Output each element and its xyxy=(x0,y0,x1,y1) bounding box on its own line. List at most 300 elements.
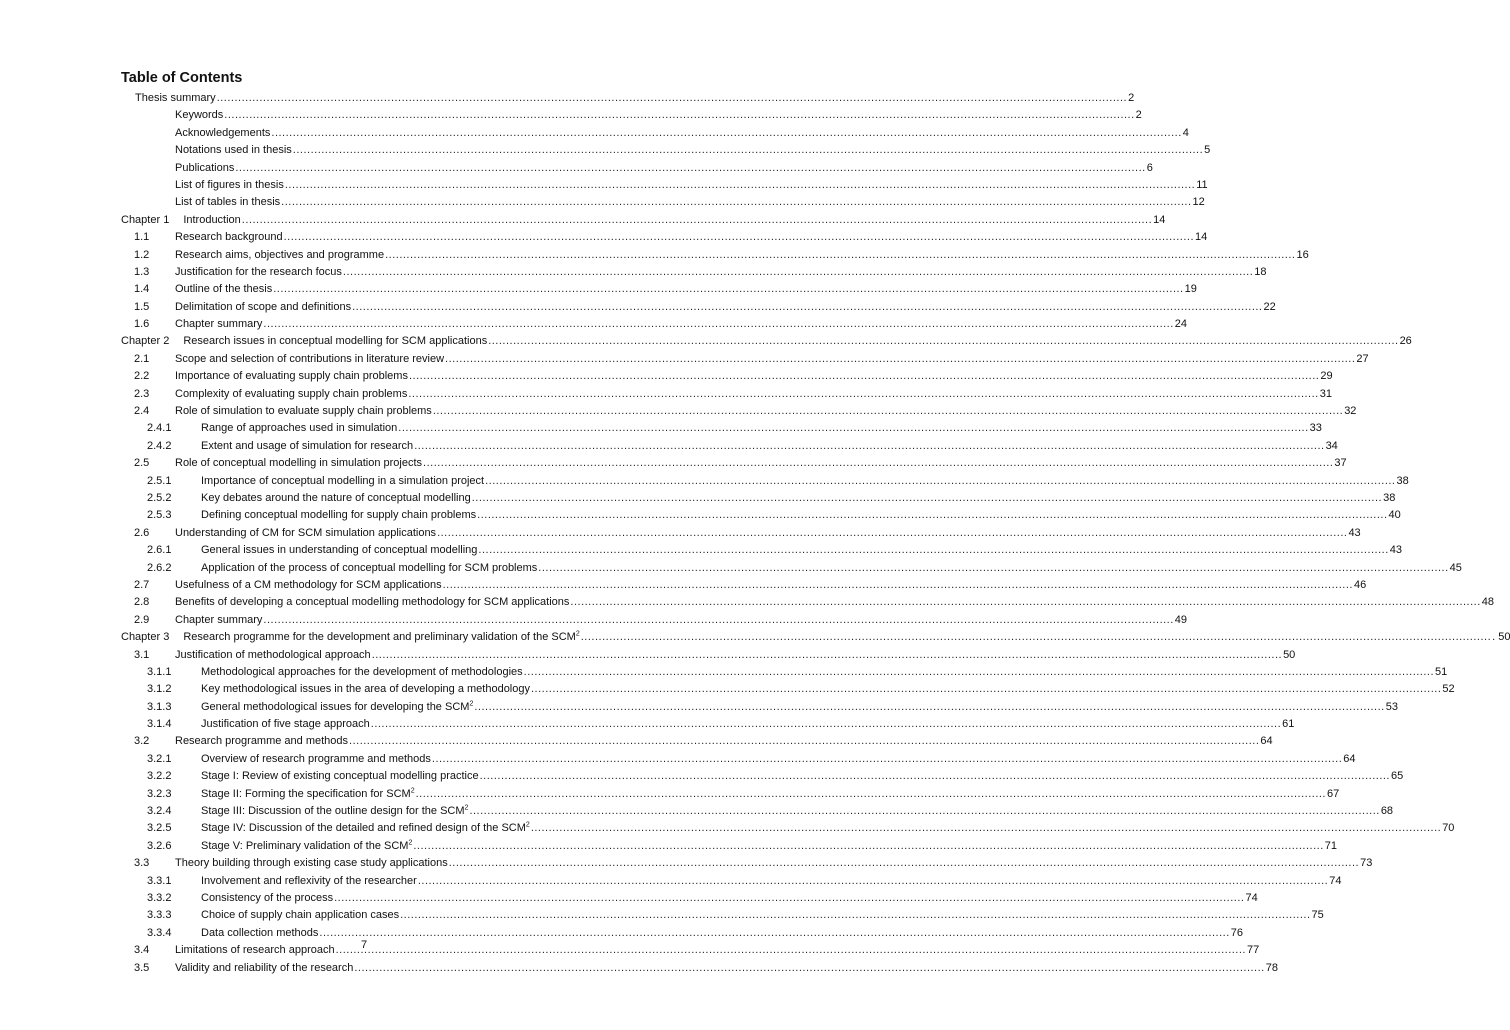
toc-entry-page: 43 xyxy=(1389,544,1403,557)
toc-entry-title xyxy=(201,768,479,785)
toc-entry[interactable] xyxy=(121,681,1455,698)
toc-entry-page: 73 xyxy=(1360,857,1373,870)
toc-entry[interactable] xyxy=(121,264,1267,281)
toc-entry-page: 43 xyxy=(1348,526,1361,539)
toc-entry-title xyxy=(201,786,415,803)
dot-leader xyxy=(352,299,1262,316)
toc-entry-title-text: Justification of methodological approach xyxy=(175,648,371,661)
toc-entry-title-text: Data collection methods xyxy=(201,926,319,939)
toc-entry[interactable] xyxy=(121,855,1373,872)
dot-leader xyxy=(273,281,1183,298)
toc-entry-title-text: Importance of evaluating supply chain problems xyxy=(175,370,408,383)
toc-entry[interactable] xyxy=(121,403,1357,420)
toc-entry-title-text: Justification of five stage approach xyxy=(201,718,370,731)
toc-entry[interactable] xyxy=(121,960,1278,977)
toc-entry-page: 34 xyxy=(1325,439,1338,452)
toc-entry-number: 2.5.3 xyxy=(147,509,172,522)
dot-leader xyxy=(408,386,1318,403)
toc-entry-title xyxy=(175,960,353,977)
toc-entry-title xyxy=(175,733,348,750)
toc-entry-page: 24 xyxy=(1174,318,1188,331)
toc-entry-page: 49 xyxy=(1174,613,1188,626)
toc-entry-title xyxy=(201,438,413,455)
dot-leader xyxy=(416,786,1326,803)
toc-entry[interactable] xyxy=(121,820,1455,837)
toc-entry-page: . 50 xyxy=(1492,631,1510,644)
toc-entry-title-text: Delimitation of scope and definitions xyxy=(175,300,352,313)
toc-entry[interactable] xyxy=(121,107,1142,124)
toc-entry-page: 53 xyxy=(1385,700,1398,713)
toc-entry-title xyxy=(201,490,471,507)
toc-entry[interactable] xyxy=(121,838,1337,855)
toc-entry-title-text: Defining conceptual modelling for supply chain problems xyxy=(201,509,477,522)
toc-entry-title xyxy=(175,403,432,420)
toc-entry-title xyxy=(201,699,473,716)
dot-leader xyxy=(349,733,1259,750)
toc-entry-number: 3.2.1 xyxy=(147,752,172,765)
toc-entry-number: 2.3 xyxy=(134,387,150,400)
toc-entry-title-text: Justification for the research focus xyxy=(175,265,342,278)
toc-entry[interactable] xyxy=(121,299,1276,316)
toc-entry-number: 3.3.4 xyxy=(147,926,172,939)
dot-leader xyxy=(398,420,1308,437)
toc-entry-title-text: Involvement and reflexivity of the researcher xyxy=(201,874,417,887)
dot-leader xyxy=(224,107,1134,124)
toc-entry-page: 51 xyxy=(1435,665,1448,678)
toc-entry-title-text: Research background xyxy=(175,231,283,244)
toc-entry-title xyxy=(135,90,216,107)
toc-entry-title-text: Keywords xyxy=(175,109,224,122)
toc-entry-number: 3.5 xyxy=(134,961,150,974)
toc-entry-page: 14 xyxy=(1153,213,1166,226)
toc-entry-page: 22 xyxy=(1263,300,1276,313)
dot-leader xyxy=(524,664,1434,681)
toc-entry[interactable] xyxy=(121,803,1394,820)
toc-entry-number: 2.4.1 xyxy=(147,422,172,435)
toc-entry-title-text: Research issues in conceptual modelling for SCM applications xyxy=(183,335,488,348)
toc-entry-page: 11 xyxy=(1196,178,1208,191)
dot-leader xyxy=(432,751,1342,768)
toc-entry-number: 3.1.1 xyxy=(147,665,172,678)
toc-entry-page: 6 xyxy=(1146,161,1153,174)
toc-entry-title xyxy=(175,612,262,629)
toc-entry-title xyxy=(183,333,487,350)
toc-entry[interactable] xyxy=(121,890,1258,907)
toc-entry-title-text: Key methodological issues in the area of developing a methodology xyxy=(201,683,530,696)
toc-entry-title-text: Chapter summary xyxy=(175,318,263,331)
toc-entry-title-text: Usefulness of a CM methodology for SCM applications xyxy=(175,578,442,591)
toc-entry-title-text: Role of conceptual modelling in simulation projects xyxy=(175,457,423,470)
dot-leader xyxy=(242,212,1152,229)
toc-entry-page: 71 xyxy=(1324,839,1337,852)
toc-entry-page: 61 xyxy=(1282,718,1295,731)
toc-entry-superscript: 2 xyxy=(525,821,530,829)
dot-leader xyxy=(293,142,1203,159)
toc-entry-title xyxy=(201,681,530,698)
toc-entry-title xyxy=(175,160,234,177)
toc-entry-number: 3.3.2 xyxy=(147,891,172,904)
toc-entry-title xyxy=(201,473,484,490)
toc-entry-page: 14 xyxy=(1195,231,1208,244)
toc-entry-page: 74 xyxy=(1329,874,1342,887)
toc-entry-title xyxy=(201,873,417,890)
toc-entry-page: 45 xyxy=(1449,561,1462,574)
dot-leader xyxy=(263,316,1173,333)
toc-entry-title xyxy=(201,751,431,768)
toc-entry[interactable] xyxy=(121,542,1403,559)
toc-entry[interactable] xyxy=(121,177,1208,194)
toc-entry[interactable] xyxy=(121,386,1332,403)
toc-entry-number: 3.2 xyxy=(134,735,150,748)
toc-entry-page: 67 xyxy=(1326,787,1340,800)
toc-entry[interactable] xyxy=(121,247,1309,264)
toc-entry-number: 2.5 xyxy=(134,457,150,470)
toc-entry-title-text: Theory building through existing case study applications xyxy=(175,857,448,870)
toc-entry-page: 40 xyxy=(1388,509,1401,522)
toc-entry-title xyxy=(201,542,477,559)
toc-entry[interactable] xyxy=(121,490,1396,507)
toc-entry-number: 1.1 xyxy=(134,231,150,244)
toc-entry[interactable] xyxy=(121,577,1367,594)
toc-entry-page: 31 xyxy=(1319,387,1332,400)
toc-entry[interactable] xyxy=(121,664,1448,681)
toc-entry-page: 12 xyxy=(1192,196,1205,209)
toc-entry-number: 1.4 xyxy=(134,283,150,296)
toc-entry-title-text: Extent and usage of simulation for research xyxy=(201,439,414,452)
toc-entry-page: 19 xyxy=(1184,283,1197,296)
toc-entry-page: 64 xyxy=(1343,752,1356,765)
toc-entry-title-text: Stage IV: Discussion of the detailed and refined design of the SCM xyxy=(201,822,526,835)
dot-leader xyxy=(477,507,1387,524)
dot-leader xyxy=(538,560,1448,577)
toc-entry-title-text: Stage III: Discussion of the outline design for the SCM xyxy=(201,805,465,818)
toc-entry-number: 2.6.1 xyxy=(147,544,172,557)
toc-entry[interactable] xyxy=(121,525,1361,542)
toc-entry-title xyxy=(201,560,537,577)
toc-entry-number: 2.4 xyxy=(134,405,150,418)
toc-entry-title xyxy=(201,838,412,855)
dot-leader xyxy=(581,629,1491,646)
toc-entry-page: 32 xyxy=(1344,405,1357,418)
toc-entry-page: 65 xyxy=(1390,770,1404,783)
toc-entry-page: 26 xyxy=(1399,335,1412,348)
toc-entry-number: 1.2 xyxy=(134,248,150,261)
toc-entry-title-text: Publications xyxy=(175,161,235,174)
dot-leader xyxy=(531,681,1441,698)
toc-entry[interactable] xyxy=(121,420,1322,437)
toc-entry-page: 50 xyxy=(1283,648,1296,661)
toc-entry-page: 38 xyxy=(1383,491,1396,504)
dot-leader xyxy=(443,577,1353,594)
toc-entry-title-text: List of tables in thesis xyxy=(175,196,281,209)
toc-entry-number: 3.2.2 xyxy=(147,770,172,783)
toc-entry-title xyxy=(175,647,371,664)
toc-entry-title xyxy=(175,386,407,403)
dot-leader xyxy=(480,768,1390,785)
toc-entry-page: 76 xyxy=(1230,926,1244,939)
toc-entry-number: 3.4 xyxy=(134,944,150,957)
page-number: 7 xyxy=(360,939,368,951)
toc-entry-number: 1.3 xyxy=(134,265,150,278)
toc-entry-page: 70 xyxy=(1442,822,1455,835)
toc-entry-number: 2.2 xyxy=(134,370,150,383)
toc-entry-number: 2.9 xyxy=(134,613,150,626)
toc-entry-title-text: Importance of conceptual modelling in a simulation project xyxy=(201,474,485,487)
toc-entry-superscript: 2 xyxy=(410,786,415,794)
toc-entry-superscript: 2 xyxy=(464,804,469,812)
toc-entry[interactable] xyxy=(121,907,1324,924)
toc-entry-page: 18 xyxy=(1254,265,1267,278)
dot-leader xyxy=(334,890,1244,907)
toc-entry[interactable] xyxy=(121,368,1333,385)
toc-entry-number: Chapter 3 xyxy=(121,631,170,644)
toc-entry-superscript: 2 xyxy=(575,630,580,638)
toc-entry[interactable] xyxy=(121,438,1338,455)
dot-leader xyxy=(478,542,1388,559)
toc-entry-number: 3.2.4 xyxy=(147,805,172,818)
toc-entry[interactable] xyxy=(121,229,1208,246)
toc-entry-title-text: Benefits of developing a conceptual modelling methodology for SCM applications xyxy=(175,596,570,609)
toc-entry-title-text: Research programme and methods xyxy=(175,735,349,748)
toc-entry[interactable] xyxy=(121,594,1495,611)
dot-leader xyxy=(263,612,1173,629)
toc-entry-title xyxy=(201,907,399,924)
toc-entry-title-text: Research aims, objectives and programme xyxy=(175,248,385,261)
dot-leader xyxy=(570,594,1480,611)
toc-entry-title-text: Stage I: Review of existing conceptual modelling practice xyxy=(201,770,479,783)
dot-leader xyxy=(413,838,1323,855)
toc-entry-number: 2.5.1 xyxy=(147,474,172,487)
toc-entry[interactable] xyxy=(121,473,1409,490)
toc-entry-title xyxy=(175,177,284,194)
dot-leader xyxy=(285,177,1195,194)
toc-entry-title-text: General methodological issues for developing the SCM xyxy=(201,700,470,713)
toc-entry-title-text: Stage V: Preliminary validation of the SCM xyxy=(201,839,409,852)
dot-leader xyxy=(449,855,1359,872)
toc-entry-number: 3.1.2 xyxy=(147,683,172,696)
toc-entry-page: 16 xyxy=(1296,248,1309,261)
toc-entry-title-text: General issues in understanding of conceptual modelling xyxy=(201,544,478,557)
toc-entry-title-text: Chapter summary xyxy=(175,613,263,626)
toc-entry-page: 27 xyxy=(1356,352,1369,365)
toc-entry-page: 75 xyxy=(1311,909,1324,922)
toc-entry-page: 5 xyxy=(1204,144,1211,157)
page-title: Table of Contents xyxy=(121,70,243,86)
toc-entry[interactable] xyxy=(121,786,1340,803)
toc-entry[interactable] xyxy=(121,455,1347,472)
dot-leader xyxy=(385,247,1295,264)
toc-entry-title-text: Thesis summary xyxy=(135,92,216,104)
dot-leader xyxy=(472,490,1382,507)
toc-entry-superscript: 2 xyxy=(408,839,413,847)
toc-entry-title xyxy=(201,820,530,837)
toc-entry[interactable] xyxy=(121,560,1462,577)
toc-entry-page: 4 xyxy=(1182,126,1189,139)
toc-entry-title xyxy=(175,247,384,264)
toc-entry-title xyxy=(175,125,270,142)
toc-entry[interactable] xyxy=(121,90,1135,107)
toc-entry[interactable] xyxy=(121,194,1205,211)
toc-entry-title-text: Consistency of the process xyxy=(201,891,334,904)
toc-entry[interactable] xyxy=(121,160,1153,177)
toc-entry-title xyxy=(201,716,370,733)
toc-entry-title xyxy=(175,577,442,594)
toc-entry-title-text: Stage II: Forming the specification for SCM xyxy=(201,787,411,800)
toc-entry-title xyxy=(201,664,523,681)
toc-entry-title xyxy=(201,803,468,820)
toc-entry-page: 33 xyxy=(1309,422,1322,435)
toc-entry-title xyxy=(175,594,569,611)
dot-leader xyxy=(488,333,1398,350)
toc-entry-title xyxy=(175,264,342,281)
dot-leader xyxy=(284,229,1194,246)
toc-entry[interactable] xyxy=(121,768,1404,785)
dot-leader xyxy=(485,473,1395,490)
toc-entry-title-text: Role of simulation to evaluate supply chain problems xyxy=(175,405,432,418)
toc-entry-page: 2 xyxy=(1128,92,1135,104)
toc-entry[interactable] xyxy=(121,716,1295,733)
dot-leader xyxy=(469,803,1379,820)
toc-entry-number: 3.3.1 xyxy=(147,874,172,887)
toc-entry-title xyxy=(175,855,448,872)
toc-entry-number: 3.3 xyxy=(134,857,150,870)
toc-entry[interactable] xyxy=(121,629,1510,646)
toc-entry-title-text: Understanding of CM for SCM simulation applications xyxy=(175,526,437,539)
toc-entry-title xyxy=(175,351,444,368)
toc-entry[interactable] xyxy=(121,125,1189,142)
toc-entry-number: Chapter 2 xyxy=(121,335,170,348)
toc-entry[interactable] xyxy=(121,699,1398,716)
toc-entry-title-text: Scope and selection of contributions in literature review xyxy=(175,352,445,365)
toc-entry[interactable] xyxy=(121,281,1197,298)
toc-entry-title xyxy=(175,107,223,124)
toc-entry-title-text: Introduction xyxy=(183,213,241,226)
toc-entry[interactable] xyxy=(121,647,1296,664)
dot-leader xyxy=(409,368,1319,385)
toc-entry-page: 52 xyxy=(1442,683,1455,696)
toc-entry-title xyxy=(175,455,422,472)
toc-entry-title xyxy=(175,525,436,542)
toc-entry-number: 3.2.6 xyxy=(147,839,172,852)
toc-entry-title-text: Acknowledgements xyxy=(175,126,271,139)
toc-entry-page: 48 xyxy=(1481,596,1495,609)
toc-entry-title xyxy=(183,629,579,646)
toc-entry-page: 2 xyxy=(1135,109,1142,122)
toc-entry[interactable] xyxy=(121,507,1401,524)
dot-leader xyxy=(400,907,1310,924)
toc-entry-number: 3.1.3 xyxy=(147,700,172,713)
toc-entry[interactable] xyxy=(121,142,1211,159)
toc-entry-title-text: Limitations of research approach xyxy=(175,944,335,957)
dot-leader xyxy=(343,264,1253,281)
toc-entry-title xyxy=(175,194,280,211)
dot-leader xyxy=(531,820,1441,837)
toc-entry[interactable] xyxy=(121,333,1412,350)
toc-entry-number: 2.6.2 xyxy=(147,561,172,574)
toc-entry-number: 2.7 xyxy=(134,578,150,591)
toc-entry-superscript: 2 xyxy=(469,700,474,708)
toc-entry-number: 2.6 xyxy=(134,526,150,539)
dot-leader xyxy=(445,351,1355,368)
dot-leader xyxy=(354,960,1264,977)
toc-entry-page: 37 xyxy=(1334,457,1347,470)
toc-entry-title-text: Key debates around the nature of conceptual modelling xyxy=(201,491,471,504)
dot-leader xyxy=(414,438,1324,455)
toc-entry-title-text: Overview of research programme and methods xyxy=(201,752,431,765)
table-of-contents xyxy=(121,90,1510,977)
dot-leader xyxy=(271,125,1181,142)
dot-leader xyxy=(217,90,1127,107)
dot-leader xyxy=(372,647,1282,664)
toc-entry-title-text: Complexity of evaluating supply chain problems xyxy=(175,387,408,400)
toc-entry[interactable] xyxy=(121,351,1369,368)
toc-entry-number: 3.1.4 xyxy=(147,718,172,731)
toc-entry-title-text: Application of the process of conceptual modelling for SCM problems xyxy=(201,561,538,574)
toc-entry-number: 3.2.5 xyxy=(147,822,172,835)
toc-entry-title xyxy=(183,212,240,229)
toc-entry[interactable] xyxy=(121,212,1166,229)
dot-leader xyxy=(371,716,1281,733)
toc-entry-title xyxy=(201,507,476,524)
toc-entry-number: 2.1 xyxy=(134,352,150,365)
toc-entry-number: 3.3.3 xyxy=(147,909,172,922)
dot-leader xyxy=(474,699,1384,716)
toc-entry-title xyxy=(175,299,351,316)
toc-entry-number: 3.1 xyxy=(134,648,150,661)
toc-entry-title-text: Choice of supply chain application cases xyxy=(201,909,400,922)
toc-entry-title-text: Methodological approaches for the development of methodologies xyxy=(201,665,523,678)
toc-entry-number: 1.5 xyxy=(134,300,150,313)
toc-entry-title-text: Notations used in thesis xyxy=(175,144,292,157)
toc-entry[interactable] xyxy=(121,733,1273,750)
toc-entry-title-text: Outline of the thesis xyxy=(175,283,273,296)
dot-leader xyxy=(235,160,1145,177)
toc-entry-title xyxy=(175,281,272,298)
toc-entry-page: 46 xyxy=(1353,578,1367,591)
toc-entry-title xyxy=(175,229,283,246)
dot-leader xyxy=(281,194,1191,211)
toc-entry-page: 78 xyxy=(1265,961,1278,974)
dot-leader xyxy=(437,525,1347,542)
toc-entry[interactable] xyxy=(121,751,1356,768)
dot-leader xyxy=(433,403,1343,420)
toc-entry-page: 68 xyxy=(1380,805,1394,818)
toc-entry-page: 74 xyxy=(1245,891,1258,904)
toc-entry-title-text: List of figures in thesis xyxy=(175,178,284,191)
toc-entry[interactable] xyxy=(121,873,1342,890)
toc-entry[interactable] xyxy=(121,316,1188,333)
toc-entry-title xyxy=(175,368,408,385)
toc-entry-title xyxy=(201,890,333,907)
toc-entry[interactable] xyxy=(121,612,1188,629)
dot-leader xyxy=(423,455,1333,472)
toc-entry-number: 2.5.2 xyxy=(147,491,172,504)
toc-entry-title-text: Research programme for the development and preliminary validation of the SCM xyxy=(183,631,576,644)
toc-entry-number: 3.2.3 xyxy=(147,787,172,800)
toc-entry-title-text: Range of approaches used in simulation xyxy=(201,422,398,435)
toc-entry-page: 29 xyxy=(1320,370,1333,383)
toc-entry-number: Chapter 1 xyxy=(121,213,170,226)
toc-entry-number: 2.4.2 xyxy=(147,439,172,452)
toc-entry-page: 77 xyxy=(1246,944,1260,957)
toc-entry-number: 2.8 xyxy=(134,596,150,609)
toc-entry-page: 64 xyxy=(1260,735,1273,748)
dot-leader xyxy=(418,873,1328,890)
toc-entry-title-text: Validity and reliability of the research xyxy=(175,961,354,974)
toc-entry-title xyxy=(201,420,397,437)
toc-entry-number: 1.6 xyxy=(134,318,150,331)
toc-entry-page: 38 xyxy=(1396,474,1409,487)
